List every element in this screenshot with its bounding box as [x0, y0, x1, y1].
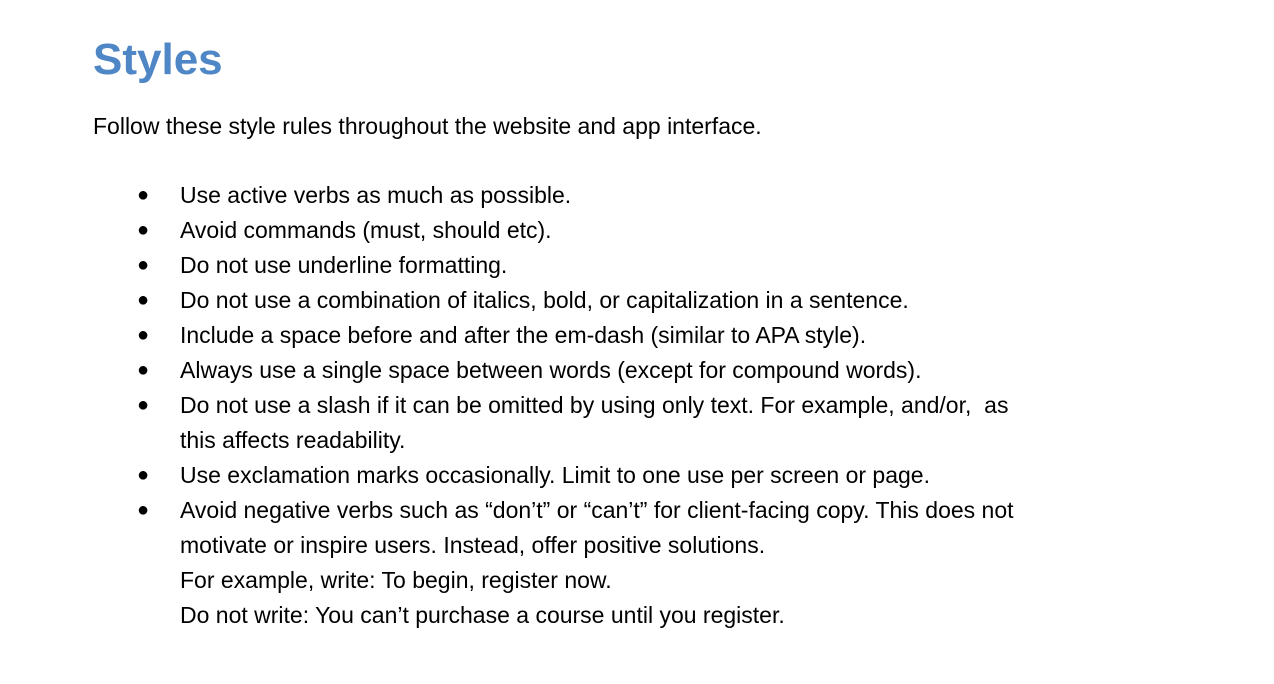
rule-text-line: Always use a single space between words (except for compound words).: [180, 357, 922, 383]
bullet-icon: ●: [137, 499, 150, 521]
rule-text-line: Use active verbs as much as possible.: [180, 182, 572, 208]
page-title: Styles: [93, 35, 223, 84]
bullet-icon: ●: [137, 219, 150, 241]
rule-text-line: Use exclamation marks occasionally. Limit to one use per screen or page.: [180, 462, 930, 488]
list-item: [93, 248, 1213, 283]
rule-text-line: motivate or inspire users. Instead, offer positive solutions.: [180, 532, 766, 558]
rule-text-line: Do not use underline formatting.: [180, 252, 508, 278]
rule-text-line: Avoid negative verbs such as “don’t” or “can’t” for client-facing copy. This does not: [180, 497, 1014, 523]
list-item: [93, 493, 1213, 633]
bullet-icon: ●: [137, 184, 150, 206]
rule-text-line: For example, write: To begin, register now.: [180, 567, 612, 593]
bullet-icon: ●: [137, 464, 150, 486]
rule-text-line: Include a space before and after the em-dash (similar to APA style).: [180, 322, 867, 348]
bullet-icon: ●: [137, 254, 150, 276]
list-item: [93, 178, 1213, 213]
bullet-icon: ●: [137, 394, 150, 416]
list-item: [93, 388, 1213, 458]
style-rules-list: [93, 178, 1213, 633]
rule-text-line: Do not write: You can’t purchase a course until you register.: [180, 602, 785, 628]
intro-paragraph: Follow these style rules throughout the website and app interface.: [93, 113, 762, 139]
list-item: [93, 353, 1213, 388]
rule-text-line: this affects readability.: [180, 427, 406, 453]
list-item: [93, 318, 1213, 353]
rule-text-line: Do not use a combination of italics, bold, or capitalization in a sentence.: [180, 287, 909, 313]
bullet-icon: ●: [137, 359, 150, 381]
rule-text-line: Avoid commands (must, should etc).: [180, 217, 552, 243]
list-item: [93, 458, 1213, 493]
rule-text-line: Do not use a slash if it can be omitted by using only text. For example, and/or, as: [180, 392, 1009, 418]
bullet-icon: ●: [137, 289, 150, 311]
list-item: [93, 283, 1213, 318]
list-item: [93, 213, 1213, 248]
bullet-icon: ●: [137, 324, 150, 346]
